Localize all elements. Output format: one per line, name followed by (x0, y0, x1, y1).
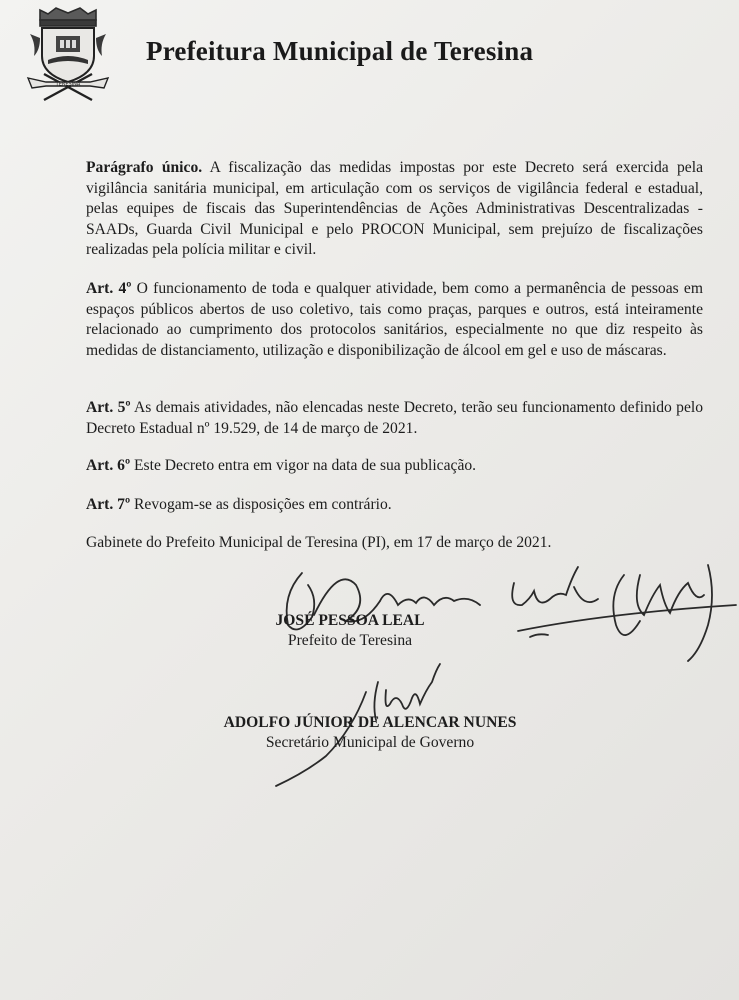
signatory-role: Secretário Municipal de Governo (265, 734, 475, 751)
teresina-coat-of-arms-icon (26, 4, 110, 102)
article-lead: Art. 6º (86, 457, 131, 474)
article-text: O funcionamento de toda e qualquer atividade, bem como a permanência de pessoas em espaços públicos abertos de uso coletivo, tais como praças, parques e outros, está inteiramente relacionado ao cumprimento dos protocolos sanitários, especialmente no que diz respeito às medidas de distanciamento, utilização e disponibilização de álcool em gel e uso de máscaras. (86, 280, 703, 359)
signatory-name: ADOLFO JÚNIOR DE ALENCAR NUNES (223, 714, 517, 731)
article-text: Revogam-se as disposições em contrário. (130, 496, 392, 513)
article-lead: Art. 4º (86, 280, 132, 297)
paragraph-text: A fiscalização das medidas impostas por este Decreto será exercida pela vigilância sanitária municipal, em articulação com os serviços de vigilância federal e estadual, pelas equipes de fiscais das Superintendências de Ações Administrativas Descentralizadas - SAADs, Guarda Civil Municipal e pelo PROCON Municipal, sem prejuízo de fiscalizações realizadas pela polícia militar e civil. (86, 159, 703, 258)
signatory-role: Prefeito de Teresina (287, 632, 413, 649)
paragraph-unico (86, 158, 703, 279)
page-title: Prefeitura Municipal de Teresina (146, 36, 534, 66)
article-4 (86, 279, 703, 379)
signatory-name: JOSÉ PESSOA LEAL (275, 612, 425, 629)
article-lead: Art. 7º (86, 496, 131, 513)
closing-text: Gabinete do Prefeito Municipal de Teresina (PI), em 17 de março de 2021. (86, 534, 552, 551)
article-6 (86, 456, 703, 495)
article-lead: Art. 5º (86, 399, 131, 416)
paragraph-lead: Parágrafo único. (86, 159, 203, 176)
closing-line (86, 533, 703, 572)
signature-block-secretario (190, 713, 550, 753)
article-text: As demais atividades, não elencadas neste Decreto, terão seu funcionamento definido pelo Decreto Estadual nº 19.529, de 14 de março de 2021. (86, 399, 703, 437)
crest-ribbon-text: TERESINA (55, 81, 81, 88)
article-7 (86, 495, 703, 534)
signature-block-prefeito (270, 611, 430, 651)
article-5 (86, 398, 703, 457)
article-text: Este Decreto entra em vigor na data de sua publicação. (130, 457, 477, 474)
letterhead (26, 4, 706, 104)
